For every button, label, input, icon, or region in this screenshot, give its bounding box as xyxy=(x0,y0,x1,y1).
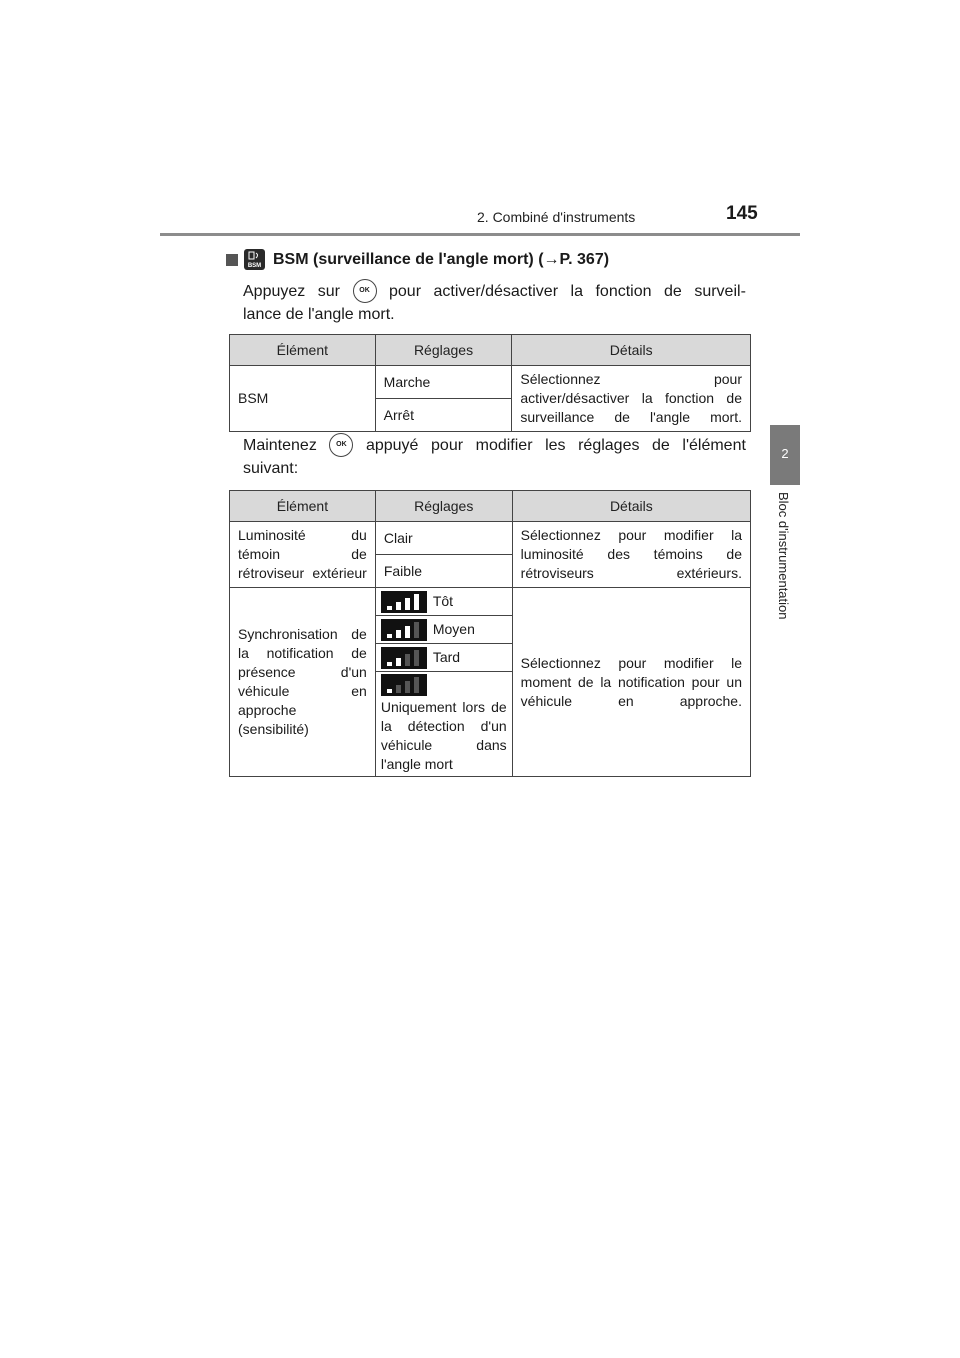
table-header-row xyxy=(230,491,751,522)
signal-level-2-icon xyxy=(381,647,427,669)
setting-cell: Faible xyxy=(375,555,512,588)
word: la xyxy=(570,282,583,300)
word: Appuyez xyxy=(243,282,306,300)
setting-label: Moyen xyxy=(432,621,475,637)
paragraph-line: suivant: xyxy=(243,460,299,477)
column-header: Réglages xyxy=(375,335,512,366)
setting-cell xyxy=(375,588,512,616)
word: Maintenez xyxy=(243,436,317,454)
bsm-icon xyxy=(244,249,265,270)
setting-cell: Marche xyxy=(375,366,512,399)
setting-label: Tôt xyxy=(432,593,454,609)
word: l'élément xyxy=(682,436,746,454)
chapter-label: Bloc d'instrumentation xyxy=(776,492,791,620)
word: de xyxy=(652,436,670,454)
table-row xyxy=(230,588,751,616)
element-cell: Luminosité du témoin de rétroviseur extérieur xyxy=(230,522,376,588)
word: appuyé xyxy=(365,436,419,454)
setting-cell: Clair xyxy=(375,522,512,555)
details-cell: Sélectionnez pour modifier la luminosité des témoins de rétroviseurs extérieurs. xyxy=(512,522,750,588)
setting-label: Tard xyxy=(432,649,461,665)
word: modifier xyxy=(475,436,533,454)
word: les xyxy=(545,436,566,454)
element-cell: Synchronisation de la notification de présence d'un véhicule en approche (sensibilité) xyxy=(230,588,376,777)
table-row xyxy=(230,366,751,399)
bsm-custom-settings-table xyxy=(229,490,751,777)
instruction-paragraph-2 xyxy=(243,433,746,480)
word: de xyxy=(664,282,682,300)
header-rule xyxy=(160,233,800,236)
column-header: Détails xyxy=(512,335,751,366)
details-cell: Sélectionnez pour modifier le moment de la notification pour un véhicule en approche. xyxy=(512,588,750,777)
chapter-tab xyxy=(770,425,800,482)
word: activer/désactiver xyxy=(433,282,559,300)
signal-level-3-icon xyxy=(381,619,427,641)
table-row xyxy=(230,522,751,555)
word: réglages xyxy=(578,436,640,454)
section-heading xyxy=(226,249,609,270)
paragraph-line xyxy=(243,433,746,457)
column-header: Détails xyxy=(512,491,750,522)
setting-cell xyxy=(375,644,512,672)
signal-level-4-icon xyxy=(381,591,427,613)
setting-cell: Arrêt xyxy=(375,399,512,432)
element-cell: BSM xyxy=(230,366,376,432)
ok-button-icon: OK xyxy=(353,279,377,303)
column-header: Réglages xyxy=(375,491,512,522)
square-bullet-icon xyxy=(226,254,238,266)
instruction-paragraph-1 xyxy=(243,279,746,326)
column-header: Élément xyxy=(230,335,376,366)
bsm-settings-table xyxy=(229,334,751,432)
running-header: 2. Combiné d'instruments xyxy=(477,209,636,225)
word: sur xyxy=(317,282,340,300)
setting-cell xyxy=(375,616,512,644)
paragraph-line xyxy=(243,279,746,303)
setting-cell xyxy=(375,672,512,777)
word: pour xyxy=(431,436,464,454)
details-cell: Sélectionnez pour activer/désactiver la fonction de surveillance de l'angle mort. xyxy=(512,366,751,432)
chapter-number: 2 xyxy=(781,446,789,461)
column-header: Élément xyxy=(230,491,376,522)
ok-button-icon: OK xyxy=(329,433,353,457)
paragraph-line: lance de l'angle mort. xyxy=(243,306,395,323)
word: surveil- xyxy=(694,282,746,300)
setting-label: Uniquement lors de la détection d'un véhicule dans l'angle mort xyxy=(380,699,507,772)
word: fonction xyxy=(595,282,652,300)
word: pour xyxy=(389,282,422,300)
page-number: 145 xyxy=(726,203,758,224)
section-heading-text: BSM (surveillance de l'angle mort) (→P. 367) xyxy=(273,250,610,268)
svg-text:BSM: BSM xyxy=(247,263,262,269)
table-header-row xyxy=(230,335,751,366)
chapter-tab-rule xyxy=(770,482,800,485)
signal-level-1-icon xyxy=(381,674,427,696)
